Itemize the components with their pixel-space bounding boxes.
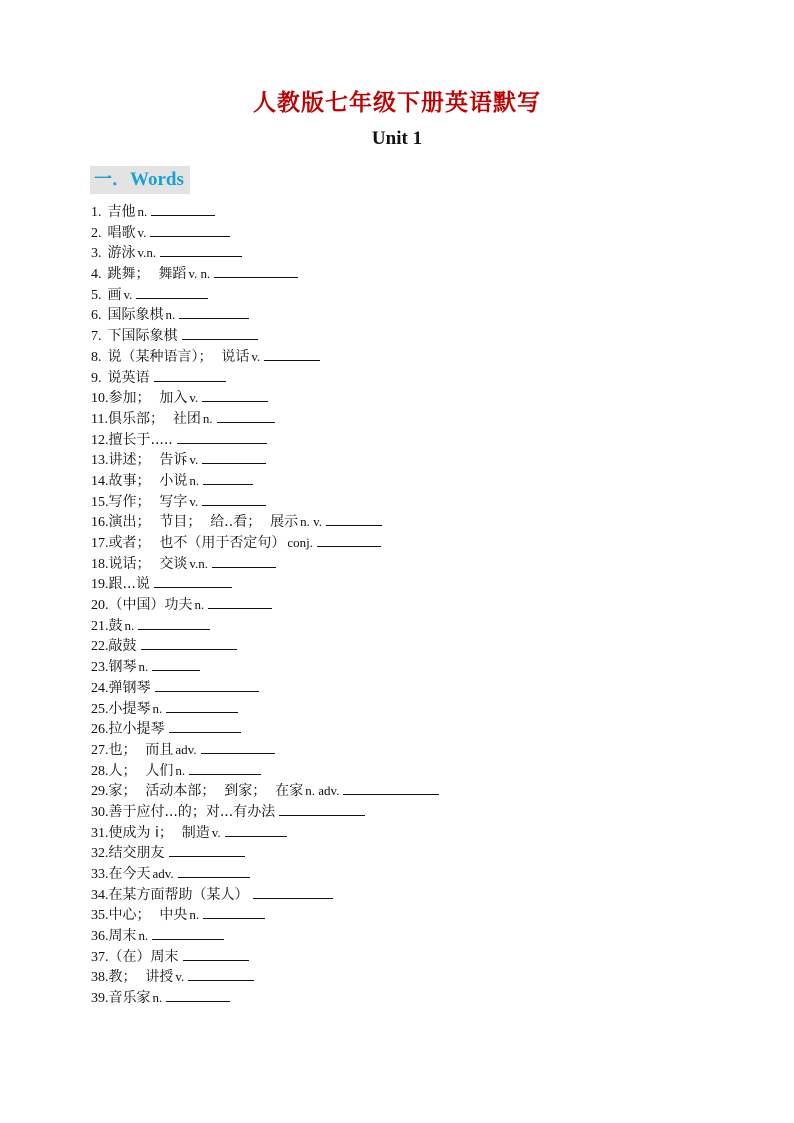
item-part-of-speech: v. n.: [188, 266, 211, 282]
answer-blank[interactable]: [225, 823, 287, 837]
item-chinese: 下国际象棋: [107, 328, 178, 345]
item-number: 26.: [91, 722, 109, 738]
item-part-of-speech: adv.: [175, 741, 197, 757]
item-part-of-speech: v.: [251, 348, 261, 364]
item-number: 24.: [91, 680, 109, 696]
item-chinese: 演出； 节目； 给..看； 展示: [108, 514, 299, 531]
answer-blank[interactable]: [343, 781, 439, 795]
answer-blank[interactable]: [203, 471, 253, 485]
answer-blank[interactable]: [214, 264, 298, 278]
item-chinese: 参加； 加入: [108, 390, 188, 407]
item-number: 39.: [91, 991, 109, 1007]
item-part-of-speech: v.: [211, 824, 221, 840]
answer-blank[interactable]: [152, 926, 224, 940]
word-list: [91, 202, 439, 1009]
item-number: 2.: [91, 225, 102, 241]
item-part-of-speech: n.: [124, 617, 135, 633]
item-part-of-speech: n.: [152, 700, 163, 716]
word-item: [91, 947, 439, 968]
word-item: [91, 657, 439, 678]
word-item: [91, 761, 439, 782]
item-chinese: 在今天: [108, 866, 151, 882]
item-number: 20.: [91, 598, 109, 614]
item-chinese: 音乐家: [108, 990, 151, 1007]
answer-blank[interactable]: [217, 409, 275, 423]
item-number: 28.: [91, 763, 109, 779]
item-chinese: 说（某种语言）； 说话: [107, 348, 250, 365]
item-number: 16.: [91, 515, 109, 531]
word-item: [91, 740, 439, 761]
item-chinese: 吉他: [107, 204, 136, 220]
item-chinese: 使成为 i； 制造: [108, 824, 210, 841]
answer-blank[interactable]: [166, 988, 230, 1002]
answer-blank[interactable]: [154, 574, 232, 588]
item-chinese: 在某方面帮助（某人）: [108, 886, 249, 903]
item-chinese: 敲鼓: [108, 638, 137, 655]
answer-blank[interactable]: [202, 450, 266, 464]
item-chinese: 教； 讲授: [108, 969, 174, 986]
item-chinese: 画: [107, 286, 122, 303]
item-chinese: 俱乐部； 社团: [107, 410, 201, 427]
item-part-of-speech: v.: [189, 390, 199, 406]
word-item: [91, 471, 439, 492]
answer-blank[interactable]: [317, 533, 381, 547]
item-number: 7.: [91, 329, 102, 345]
item-part-of-speech: n.: [138, 928, 149, 944]
answer-blank[interactable]: [212, 554, 276, 568]
item-part-of-speech: n.: [194, 597, 205, 613]
item-number: 15.: [91, 494, 109, 510]
item-part-of-speech: n. v.: [300, 514, 323, 530]
item-number: 38.: [91, 970, 109, 986]
item-part-of-speech: adv.: [152, 866, 174, 881]
word-item: [91, 574, 439, 595]
answer-blank[interactable]: [178, 864, 250, 878]
item-number: 37.: [91, 949, 109, 965]
answer-blank[interactable]: [138, 616, 210, 630]
item-number: 13.: [91, 453, 109, 469]
item-number: 14.: [91, 473, 109, 489]
word-item: [91, 430, 439, 451]
answer-blank[interactable]: [177, 430, 267, 444]
word-item: [91, 885, 439, 906]
item-number: 6.: [91, 308, 102, 324]
item-number: 36.: [91, 929, 109, 945]
word-item: [91, 347, 439, 368]
unit-heading: Unit 1: [371, 128, 423, 149]
item-chinese: 周末: [108, 928, 137, 945]
item-number: 3.: [91, 246, 102, 262]
answer-blank[interactable]: [160, 243, 242, 257]
item-chinese: 擅长于.....: [108, 431, 173, 448]
item-number: 22.: [91, 639, 109, 655]
word-item: [91, 450, 439, 471]
word-item: [91, 864, 439, 885]
item-chinese: 说英语: [107, 369, 150, 386]
word-item: [91, 554, 439, 575]
item-number: 11.: [91, 411, 108, 427]
word-item: [91, 326, 439, 347]
item-number: 33.: [91, 867, 109, 882]
word-item: [91, 202, 439, 223]
section-heading: [90, 166, 190, 194]
item-part-of-speech: n.: [189, 472, 200, 488]
word-item: [91, 223, 439, 244]
word-item: [91, 802, 439, 823]
item-chinese: 跳舞； 舞蹈: [107, 266, 187, 283]
answer-blank[interactable]: [155, 678, 259, 692]
section-number: 一．: [94, 169, 130, 190]
answer-blank[interactable]: [253, 885, 333, 899]
word-item: [91, 967, 439, 988]
answer-blank[interactable]: [136, 285, 208, 299]
item-part-of-speech: v.: [123, 286, 133, 302]
word-item: [91, 512, 439, 533]
item-chinese: 鼓: [108, 617, 123, 634]
item-number: 30.: [91, 804, 109, 820]
word-item: [91, 781, 439, 802]
item-chinese: 国际象棋: [107, 307, 164, 324]
item-part-of-speech: v.n.: [137, 245, 157, 261]
answer-blank[interactable]: [202, 492, 266, 506]
answer-blank[interactable]: [152, 657, 200, 671]
item-number: 35.: [91, 908, 109, 924]
item-chinese: 小提琴: [108, 700, 151, 717]
item-chinese: 也； 而且: [108, 741, 174, 758]
item-part-of-speech: v.: [175, 969, 185, 985]
item-part-of-speech: v.: [189, 493, 199, 509]
word-item: [91, 305, 439, 326]
item-part-of-speech: v.: [137, 224, 147, 240]
item-part-of-speech: n. adv.: [305, 783, 340, 799]
answer-blank[interactable]: [179, 305, 249, 319]
item-chinese: 游泳: [107, 245, 136, 262]
item-chinese: 家； 活动本部； 到家； 在家: [108, 783, 304, 800]
word-item: [91, 285, 439, 306]
item-chinese: 或者； 也不（用于否定句）: [108, 535, 286, 551]
answer-blank[interactable]: [166, 699, 238, 713]
item-part-of-speech: n.: [165, 307, 176, 323]
answer-blank[interactable]: [182, 326, 258, 340]
item-part-of-speech: n.: [152, 990, 163, 1006]
item-part-of-speech: n.: [137, 204, 148, 219]
word-item: [91, 492, 439, 513]
word-item: [91, 616, 439, 637]
answer-blank[interactable]: [183, 947, 249, 961]
word-item: [91, 368, 439, 389]
answer-blank[interactable]: [326, 512, 382, 526]
answer-blank[interactable]: [208, 595, 272, 609]
item-chinese: 说话； 交谈: [108, 555, 188, 572]
item-number: 12.: [91, 432, 109, 448]
word-item: [91, 926, 439, 947]
item-chinese: 写作； 写字: [108, 493, 188, 510]
item-number: 9.: [91, 370, 102, 386]
item-number: 10.: [91, 391, 109, 407]
word-item: [91, 823, 439, 844]
item-number: 31.: [91, 825, 109, 841]
word-item: [91, 243, 439, 264]
item-number: 27.: [91, 742, 109, 758]
item-chinese: 跟...说: [108, 576, 150, 593]
item-part-of-speech: n.: [175, 762, 186, 778]
answer-blank[interactable]: [151, 202, 215, 216]
item-part-of-speech: n.: [189, 907, 200, 923]
answer-blank[interactable]: [201, 740, 275, 754]
word-item: [91, 843, 439, 864]
item-chinese: 钢琴: [108, 659, 137, 676]
item-number: 21.: [91, 618, 109, 634]
word-item: [91, 533, 439, 554]
word-item: [91, 905, 439, 926]
word-item: [91, 264, 439, 285]
item-number: 8.: [91, 349, 102, 365]
item-chinese: 弹钢琴: [108, 679, 151, 696]
item-number: 34.: [91, 887, 109, 903]
answer-blank[interactable]: [189, 761, 261, 775]
item-number: 19.: [91, 577, 109, 593]
answer-blank[interactable]: [150, 223, 230, 237]
item-chinese: （在）周末: [108, 948, 179, 965]
word-item: [91, 595, 439, 616]
item-number: 17.: [91, 536, 109, 551]
item-chinese: 拉小提琴: [108, 721, 165, 738]
item-part-of-speech: n.: [138, 659, 149, 675]
item-chinese: 讲述； 告诉: [108, 452, 188, 469]
item-number: 4.: [91, 267, 102, 283]
item-chinese: 中心； 中央: [108, 907, 188, 924]
item-chinese: （中国）功夫: [108, 597, 193, 614]
item-part-of-speech: v.n.: [189, 555, 209, 571]
item-number: 29.: [91, 784, 109, 800]
answer-blank[interactable]: [203, 905, 265, 919]
word-item: [91, 719, 439, 740]
item-number: 1.: [91, 205, 102, 220]
item-number: 18.: [91, 556, 109, 572]
answer-blank[interactable]: [169, 843, 245, 857]
answer-blank[interactable]: [202, 388, 268, 402]
item-chinese: 故事； 小说: [108, 472, 188, 489]
section-label: Words: [130, 169, 184, 190]
item-number: 23.: [91, 660, 109, 676]
answer-blank[interactable]: [264, 347, 320, 361]
answer-blank[interactable]: [154, 368, 226, 382]
document-title: 人教版七年级下册英语默写: [253, 90, 541, 116]
item-chinese: 善于应付...的；对...有办法: [108, 803, 276, 820]
item-number: 5.: [91, 287, 102, 303]
item-chinese: 结交朋友: [108, 845, 165, 862]
item-number: 32.: [91, 846, 109, 862]
answer-blank[interactable]: [141, 636, 237, 650]
answer-blank[interactable]: [279, 802, 365, 816]
word-item: [91, 699, 439, 720]
item-chinese: 人； 人们: [108, 762, 174, 779]
item-part-of-speech: n.: [202, 410, 213, 426]
item-chinese: 唱歌: [107, 224, 136, 241]
answer-blank[interactable]: [188, 967, 254, 981]
word-item: [91, 988, 439, 1009]
item-number: 25.: [91, 701, 109, 717]
item-part-of-speech: v.: [189, 452, 199, 468]
word-item: [91, 388, 439, 409]
answer-blank[interactable]: [169, 719, 241, 733]
word-item: [91, 678, 439, 699]
word-item: [91, 636, 439, 657]
item-part-of-speech: conj.: [287, 535, 314, 550]
word-item: [91, 409, 439, 430]
